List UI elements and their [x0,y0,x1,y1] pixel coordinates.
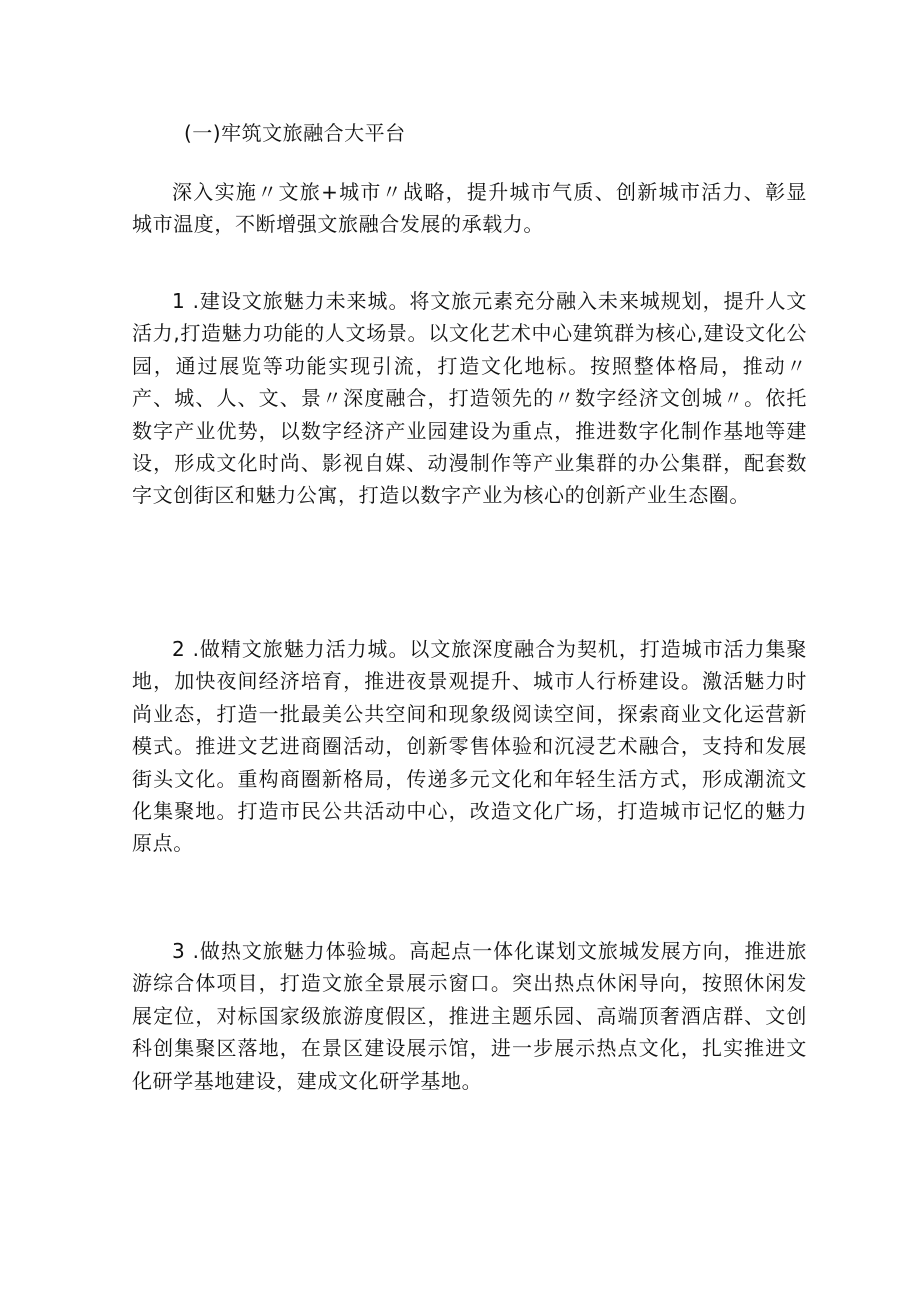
item-paragraph-1: 1 .建设文旅魅力未来城。将文旅元素充分融入未来城规划，提升人文活力,打造魅力功能的人文场景。以文化艺术中心建筑群为核心,建设文化公园，通过展览等功能实现引流，打造文化地标。按照整体格局，推动〃产、城、人、文、景〃深度融合，打造领先的〃数字经济文创城〃。依托数字产业优势，以数字经济产业园建设为重点，推进数字化制作基地等建设，形成文化时尚、影视自媒、动漫制作等产业集群的办公集群，配套数字文创街区和魅力公寓，打造以数字产业为核心的创新产业生态圈。 [132,289,807,508]
item-paragraph-3: 3 .做热文旅魅力体验城。高起点一体化谋划文旅城发展方向，推进旅游综合体项目，打造文旅全景展示窗口。突出热点休闲导向，按照休闲发展定位，对标国家级旅游度假区，推进主题乐园、高端顶奢酒店群、文创科创集聚区落地，在景区建设展示馆，进一步展示热点文化，扎实推进文化研学基地建设，建成文化研学基地。 [132,939,807,1093]
section-heading: (一)牢筑文旅融合大平台 [184,121,406,145]
intro-paragraph: 深入实施〃文旅+城市〃战略，提升城市气质、创新城市活力、彰显城市温度，不断增强文旅融合发展的承载力。 [132,180,807,237]
item-paragraph-2: 2 .做精文旅魅力活力城。以文旅深度融合为契机，打造城市活力集聚地，加快夜间经济培育，推进夜景观提升、城市人行桥建设。激活魅力时尚业态，打造一批最美公共空间和现象级阅读空间，探索商业文化运营新模式。推进文艺进商圈活动，创新零售体验和沉浸艺术融合，支持和发展街头文化。重构商圈新格局，传递多元文化和年轻生活方式，形成潮流文化集聚地。打造市民公共活动中心，改造文化广场，打造城市记忆的魅力原点。 [132,637,807,856]
